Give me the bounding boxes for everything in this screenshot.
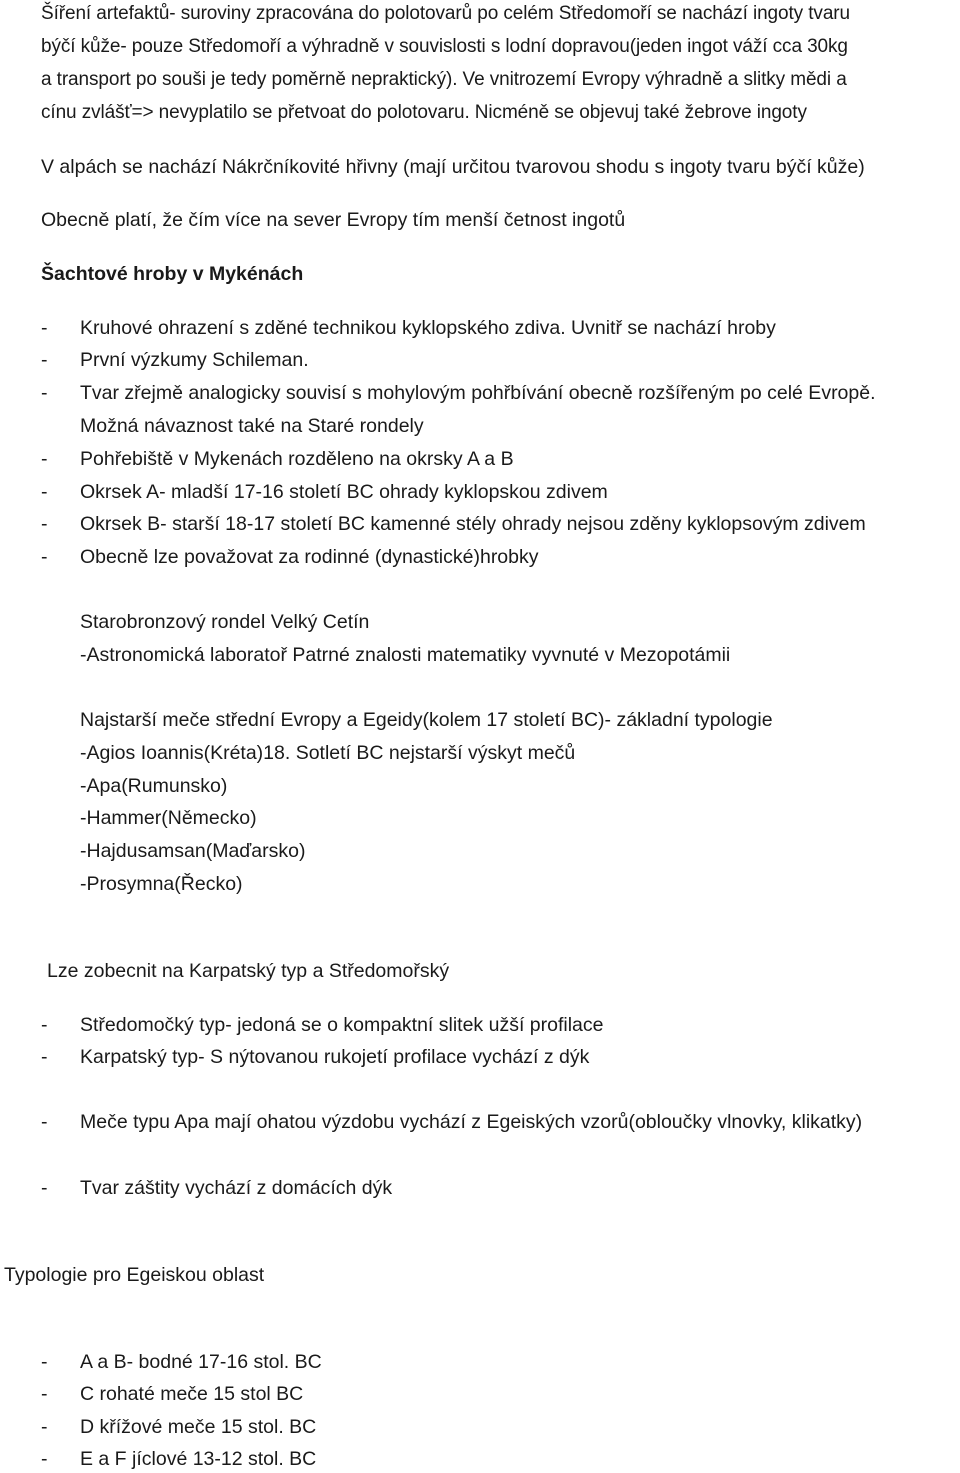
generalize-paragraph: Lze zobecnit na Karpatský typ a Středomořský <box>47 960 450 982</box>
list-item: Karpatský typ- S nýtovanou rukojetí profilace vychází z dýk <box>80 1046 590 1068</box>
list-item-continuation: Možná návaznost také na Staré rondely <box>80 415 424 437</box>
bullet-dash: - <box>41 546 48 568</box>
alps-paragraph: V alpách se nachází Nákrčníkovité hřivny (mají určitou tvarovou shodu s ingoty tvaru býčí kůže) <box>41 156 865 178</box>
swords-line: -Apa(Rumunsko) <box>80 775 228 797</box>
intro-line-3: a transport po souši je tedy poměrně nepraktický). Ve vnitrozemí Evropy výhradně a slitky mědi a <box>41 69 847 90</box>
bullet-dash: - <box>41 448 48 470</box>
list-item: Tvar záštity vychází z domácích dýk <box>80 1177 393 1199</box>
rondel-note: -Astronomická laboratoř Patrné znalosti matematiky vyvnuté v Mezopotámii <box>80 644 731 666</box>
north-paragraph: Obecně platí, že čím více na sever Evropy tím menší četnost ingotů <box>41 209 626 231</box>
aegean-heading: Typologie pro Egeiskou oblast <box>4 1264 265 1286</box>
bullet-dash: - <box>41 1416 48 1438</box>
list-item: Středomočký typ- jedoná se o kompaktní slitek užší profilace <box>80 1014 604 1036</box>
bullet-dash: - <box>41 317 48 339</box>
list-item: Kruhové ohrazení s zděné technikou kyklopského zdiva. Uvnitř se nachází hroby <box>80 317 776 339</box>
bullet-dash: - <box>41 1046 48 1068</box>
list-item: E a F jíclové 13-12 stol. BC <box>80 1448 317 1470</box>
list-item: Tvar zřejmě analogicky souvisí s mohylovým pohřbívání obecně rozšířeným po celé Evropě. <box>80 382 876 404</box>
shaft-graves-heading: Šachtové hroby v Mykénách <box>41 263 304 285</box>
swords-line: -Agios Ioannis(Kréta)18. Sotletí BC nejstarší výskyt mečů <box>80 742 576 764</box>
swords-line: -Hajdusamsan(Maďarsko) <box>80 840 306 862</box>
list-item: Pohřebiště v Mykenách rozděleno na okrsky A a B <box>80 448 514 470</box>
list-item: Okrsek B- starší 18-17 století BC kamenné stély ohrady nejsou zděny kyklopsovým zdivem <box>80 513 866 535</box>
bullet-dash: - <box>41 513 48 535</box>
list-item: A a B- bodné 17-16 stol. BC <box>80 1351 322 1373</box>
swords-line: -Hammer(Německo) <box>80 807 257 829</box>
list-item: Obecně lze považovat za rodinné (dynastické)hrobky <box>80 546 539 568</box>
swords-title: Najstarší meče střední Evropy a Egeidy(kolem 17 století BC)- základní typologie <box>80 709 773 731</box>
rondel-title: Starobronzový rondel Velký Cetín <box>80 611 370 633</box>
bullet-dash: - <box>41 1351 48 1373</box>
list-item: První výzkumy Schileman. <box>80 349 309 371</box>
intro-line-4: cínu zvlášť=> nevyplatilo se přetvoat do polotovaru. Nicméně se objevuj také žebrove ingoty <box>41 102 807 123</box>
bullet-dash: - <box>41 1177 48 1199</box>
list-item: Okrsek A- mladší 17-16 století BC ohrady kyklopskou zdivem <box>80 481 608 503</box>
bullet-dash: - <box>41 481 48 503</box>
bullet-dash: - <box>41 1111 48 1133</box>
bullet-dash: - <box>41 349 48 371</box>
bullet-dash: - <box>41 1383 48 1405</box>
list-item: D křížové meče 15 stol. BC <box>80 1416 317 1438</box>
bullet-dash: - <box>41 382 48 404</box>
bullet-dash: - <box>41 1448 48 1470</box>
intro-line-2: býčí kůže- pouze Středomoří a výhradně v souvislosti s lodní dopravou(jeden ingot váží cca 30kg <box>41 36 848 57</box>
swords-line: -Prosymna(Řecko) <box>80 873 243 895</box>
list-item: C rohaté meče 15 stol BC <box>80 1383 304 1405</box>
bullet-dash: - <box>41 1014 48 1036</box>
list-item: Meče typu Apa mají ohatou výzdobu vychází z Egeiských vzorů(obloučky vlnovky, klikatky) <box>80 1111 863 1133</box>
intro-line-1: Šíření artefaktů- suroviny zpracována do polotovarů po celém Středomoří se nachází ingoty tvaru <box>41 3 850 24</box>
